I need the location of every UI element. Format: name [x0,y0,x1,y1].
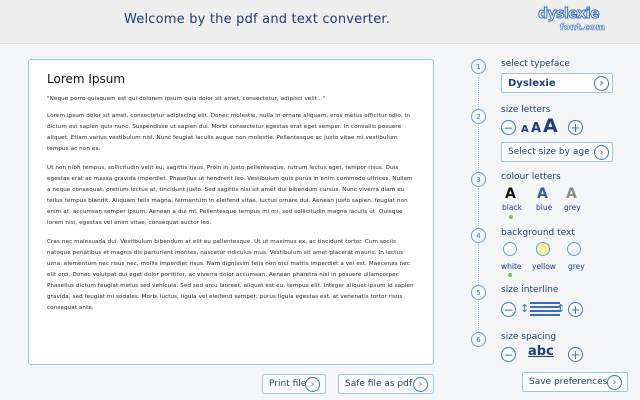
logo-subtext: font.com [560,23,606,33]
size-interline-label: size interline [501,285,559,295]
document-quote: "Neque porro quisquam est qui dolorem ipsum quia dolor sit amet, consectetur, adipisci velit..." [47,96,326,102]
size-by-age-select[interactable] [501,142,613,162]
background-yellow-label: yellow [532,262,556,271]
step-connector [478,301,479,332]
colour-black-label: black [502,203,522,212]
typeface-value: Dyslexie [508,77,556,89]
spacing-sample: abc [528,344,554,359]
interline-arrows-icon: ↕ [520,302,530,315]
colour-black-option[interactable]: A [505,186,516,202]
step-connector [478,188,479,228]
increase-size-button[interactable]: + [568,120,583,135]
document-paragraph: Ut non nibh tempus, sollicitudin velit eu, sagittis risus. Proin in justo pellentesque, rutrum lectus eget, tempor risus. Duis egestas erat ac massa gravida imperdiet. Phasellus ut hendrerit leo. Vestibulum quis purus in enim commodo ultrices. Nullam a neque consequat, pretium lectus at, tincidunt justo. Sed sagittis nisi sit amet dui bibendum cursus. Nunc viverra diam eu tellus tempus blandit. Aliquam felis magna, fermentum in eleifend vitae, luctus ornare dui. Aenean justo sapien, feugiat non enim at, accumsan semper ipsum. Aenean a dui mi. Pellentesque tempus mi mi, sed sollicitudin magna iaculis ut. Quisque lorem nisi, egestas vel enim vitae, consequat auctor leo. [47,165,413,226]
step-connector [478,125,479,172]
document-paragraph: Lorem ipsum dolor sit amet, consectetur adipiscing elit. Donec molestie, nulla in ornare aliquam, eros metus efficitur odio, in dictum est sapien quis nunc. Suspendisse ut sapien dui. Morbi consectetur egestas erat eget semper. In convallis posuere aliquet. Etiam varius vestibulum nisl. Nunc feugiat iaculis augue non molestie. Pellentesque ac justo vitae mi vestibulum tempus ac non ex. [47,113,411,152]
print-file-label: Print file [269,379,307,389]
size-small-glyph: A [521,124,529,135]
chevron-right-icon: › [607,375,622,390]
colour-blue-option[interactable]: A [537,186,548,202]
decrease-spacing-button[interactable]: − [501,347,516,362]
selected-indicator [509,215,513,219]
chevron-right-icon: › [594,76,609,91]
colour-grey-option[interactable]: A [566,186,577,202]
chevron-right-icon: › [594,145,609,160]
step-number-3: 3 [471,172,486,187]
size-medium-glyph: A [531,121,542,136]
colour-letters-label: colour letters [501,172,561,182]
background-white-option[interactable] [503,242,517,256]
print-file-button[interactable] [262,374,326,394]
step-connector [478,77,479,109]
save-preferences-button[interactable] [522,372,628,392]
save-pdf-label: Safe file as pdf [345,379,413,389]
document-preview[interactable] [28,59,434,365]
step-number-5: 5 [471,285,486,300]
size-large-glyph: A [543,115,558,137]
background-text-label: background text [501,228,575,238]
decrease-interline-button[interactable]: − [501,302,516,317]
selected-indicator [508,273,512,277]
background-yellow-option[interactable] [536,242,550,256]
save-pdf-button[interactable] [338,374,434,394]
chevron-right-icon: › [413,377,428,392]
interline-arrows-icon: ↕ [556,302,566,315]
colour-blue-label: blue [536,203,553,212]
header-bar [0,0,640,44]
step-connector [478,244,479,285]
increase-interline-button[interactable]: + [568,302,583,317]
increase-spacing-button[interactable]: + [568,347,583,362]
chevron-right-icon: › [305,377,320,392]
background-grey-label: grey [568,262,585,271]
decrease-size-button[interactable]: − [501,120,516,135]
select-typeface-label: select typeface [501,59,570,69]
logo-text: dyslexie [538,6,600,22]
dyslexie-logo[interactable] [534,6,604,36]
step-number-1: 1 [471,59,486,74]
document-title: Lorem Ipsum [47,72,126,86]
save-preferences-label: Save preferences [529,377,608,387]
step-number-6: 6 [471,332,486,347]
size-by-age-label: Select size by age [508,147,590,157]
colour-grey-label: grey [564,203,581,212]
step-number-2: 2 [471,109,486,124]
document-paragraph: Cras nec malesuada dui. Vestibulum bibendum at elit eu pellentesque. Ut ut maximus ex, ac tincidunt tortor. Cum sociis natoque penatibus et magnis dis parturient montes, nascetur ridiculus mus. Vestibulum sit amet placerat mauris. In lectus urna, elementum nec risus nec, mollis imperdiet risus. Nam dignissim felis non orci mattis imperdiet a vel est. Maecenas nec elit orci. Donec volutpat dui eget dolor porttitor, ac viverra dolor accumsan. Aenean pharetra nisl in posuere ullamcorper. Phasellus dictum feugiat metus sed vehicula. Sed sed arcu laoreet, aliquet est eu, tempus elit. Integer aliquet ipsum id sapien gravida, sed feugiat mi sodales. Morbi luctus, ligula vel eleifend semper, purus ligula egestas est, at venenatis tortor risus consequat ante. [47,239,414,311]
step-number-4: 4 [471,228,486,243]
background-white-label: white [501,262,522,271]
size-spacing-label: size spacing [501,332,557,342]
size-letters-label: size letters [501,105,551,115]
typeface-select[interactable] [501,73,613,93]
welcome-title: Welcome by the pdf and text converter. [124,12,391,27]
background-grey-option[interactable] [567,242,581,256]
